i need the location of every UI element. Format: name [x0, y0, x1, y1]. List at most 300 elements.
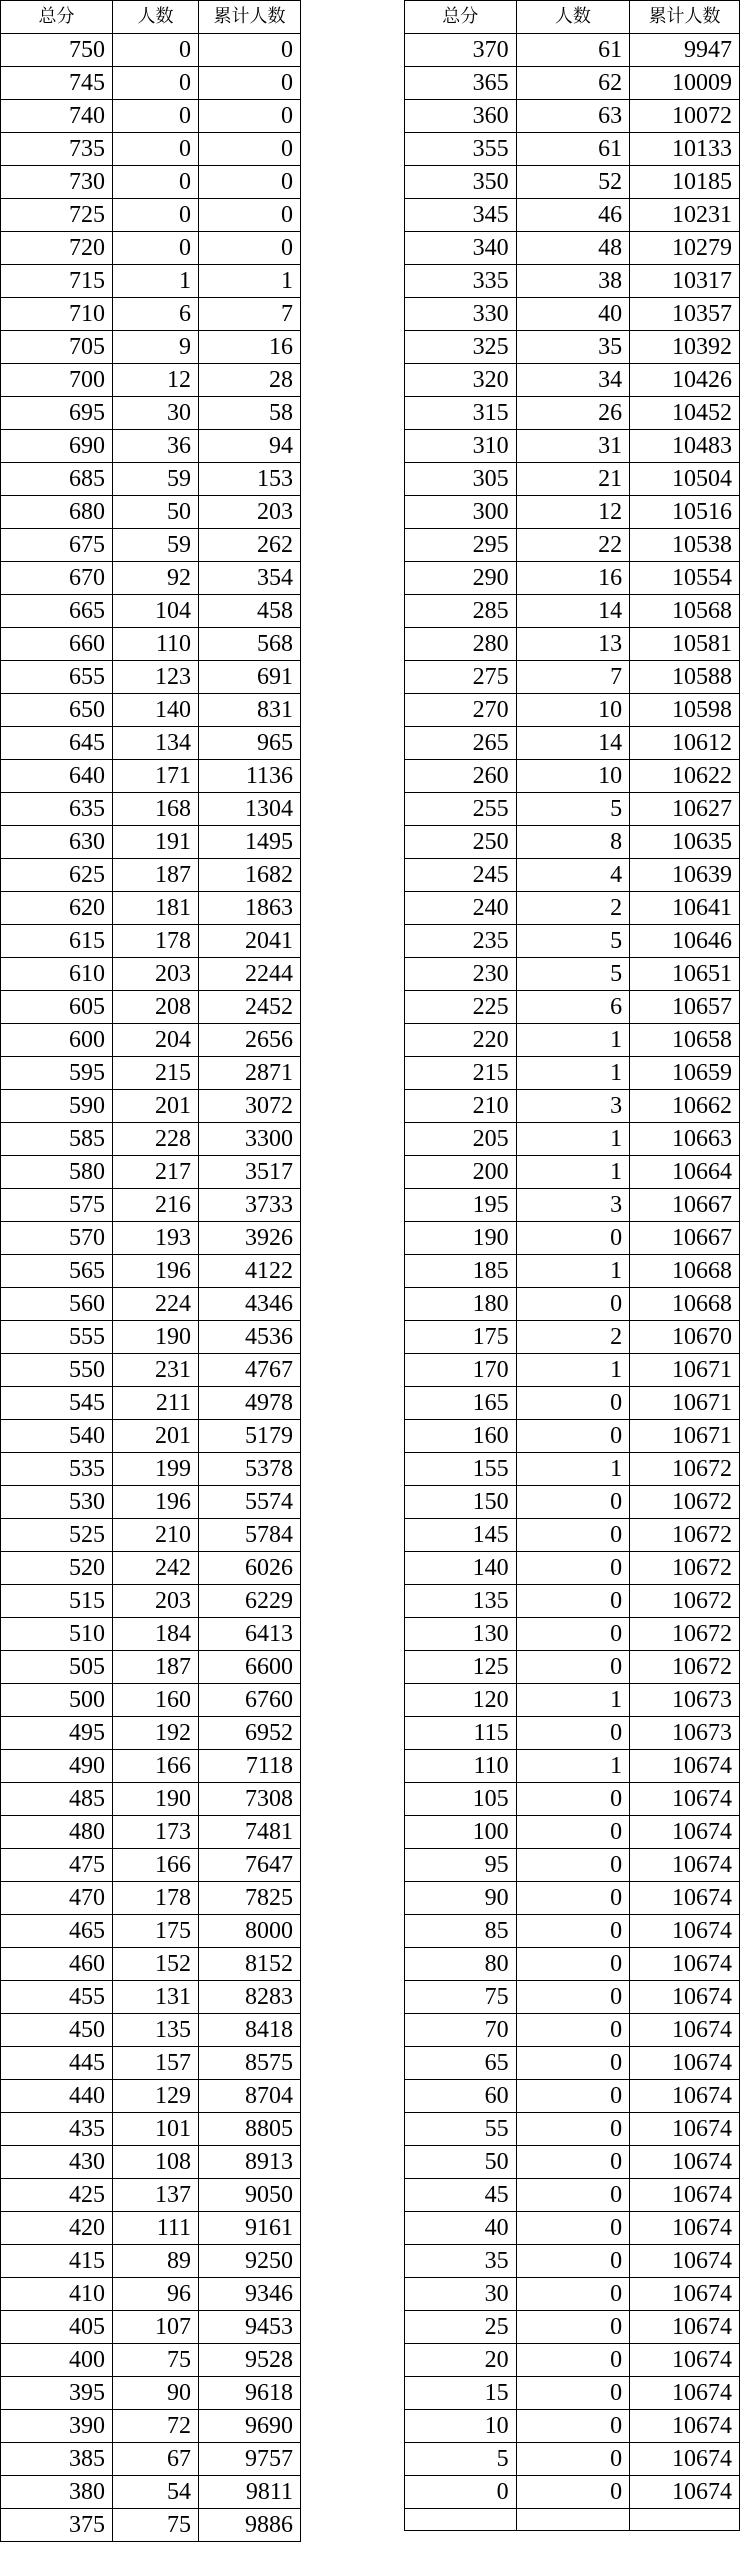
cumulative-cell: 262 [199, 529, 301, 562]
count-cell: 13 [516, 628, 630, 661]
count-cell: 173 [113, 1816, 199, 1849]
table-row [405, 1057, 740, 1090]
cumulative-cell: 1682 [199, 859, 301, 892]
cumulative-cell: 10185 [630, 166, 740, 199]
score-cell: 385 [1, 2443, 113, 2476]
table-row [1, 595, 301, 628]
count-cell: 0 [113, 199, 199, 232]
score-cell: 565 [1, 1255, 113, 1288]
score-cell: 90 [405, 1882, 517, 1915]
cumulative-cell: 10672 [630, 1651, 740, 1684]
table-row [405, 1024, 740, 1057]
score-cell: 515 [1, 1585, 113, 1618]
count-cell: 1 [516, 1156, 630, 1189]
table-row [405, 991, 740, 1024]
table-row [1, 1189, 301, 1222]
count-cell: 131 [113, 1981, 199, 2014]
count-cell: 242 [113, 1552, 199, 1585]
table-row [405, 1255, 740, 1288]
score-cell: 5 [405, 2443, 517, 2476]
score-cell: 120 [405, 1684, 517, 1717]
count-cell: 0 [516, 2443, 630, 2476]
cumulative-cell: 203 [199, 496, 301, 529]
count-cell: 168 [113, 793, 199, 826]
count-cell: 0 [113, 133, 199, 166]
score-cell: 620 [1, 892, 113, 925]
cumulative-cell: 10426 [630, 364, 740, 397]
count-cell: 231 [113, 1354, 199, 1387]
cumulative-cell: 10674 [630, 1981, 740, 2014]
table-row [1, 1849, 301, 1882]
score-cell: 235 [405, 925, 517, 958]
score-cell: 35 [405, 2245, 517, 2278]
table-row [1, 265, 301, 298]
table-row [1, 1057, 301, 1090]
count-cell: 160 [113, 1684, 199, 1717]
count-cell: 0 [516, 1222, 630, 1255]
cumulative-cell: 1495 [199, 826, 301, 859]
count-cell: 34 [516, 364, 630, 397]
score-cell: 695 [1, 397, 113, 430]
table-row [405, 925, 740, 958]
table-row [405, 1849, 740, 1882]
count-cell: 4 [516, 859, 630, 892]
table-row [405, 1519, 740, 1552]
table-row [405, 595, 740, 628]
count-cell: 199 [113, 1453, 199, 1486]
table-row [1, 463, 301, 496]
score-cell: 150 [405, 1486, 517, 1519]
cumulative-cell: 10667 [630, 1222, 740, 1255]
cumulative-cell: 10674 [630, 2311, 740, 2344]
cumulative-cell: 8418 [199, 2014, 301, 2047]
cumulative-cell: 4122 [199, 1255, 301, 1288]
score-cell: 85 [405, 1915, 517, 1948]
score-cell: 240 [405, 892, 517, 925]
header-row [1, 1, 301, 34]
table-row [1, 1783, 301, 1816]
count-cell: 0 [516, 1651, 630, 1684]
cumulative-cell: 10641 [630, 892, 740, 925]
score-cell: 585 [1, 1123, 113, 1156]
count-cell: 0 [516, 1288, 630, 1321]
table-row [1, 2443, 301, 2476]
score-cell: 405 [1, 2311, 113, 2344]
table-row [1, 1222, 301, 1255]
table-row [405, 2146, 740, 2179]
count-cell: 0 [516, 1420, 630, 1453]
cumulative-cell: 10673 [630, 1717, 740, 1750]
table-row [1, 397, 301, 430]
cumulative-cell: 965 [199, 727, 301, 760]
table-row [1, 2377, 301, 2410]
table-row [405, 793, 740, 826]
count-cell: 48 [516, 232, 630, 265]
table-row [1, 925, 301, 958]
count-cell: 16 [516, 562, 630, 595]
score-cell: 395 [1, 2377, 113, 2410]
count-cell: 123 [113, 661, 199, 694]
score-cell: 245 [405, 859, 517, 892]
count-cell: 192 [113, 1717, 199, 1750]
cumulative-cell: 10674 [630, 2047, 740, 2080]
table-row [1, 2047, 301, 2080]
count-cell: 129 [113, 2080, 199, 2113]
count-cell: 196 [113, 1255, 199, 1288]
table-row [405, 760, 740, 793]
table-row [1, 628, 301, 661]
score-cell: 290 [405, 562, 517, 595]
count-cell: 211 [113, 1387, 199, 1420]
count-cell: 0 [113, 34, 199, 67]
table-row [405, 1882, 740, 1915]
score-cell: 475 [1, 1849, 113, 1882]
table-row [405, 1684, 740, 1717]
count-cell: 166 [113, 1750, 199, 1783]
score-cell: 25 [405, 2311, 517, 2344]
table-row [1, 496, 301, 529]
score-cell: 60 [405, 2080, 517, 2113]
table-row [1, 2311, 301, 2344]
cumulative-cell: 10627 [630, 793, 740, 826]
count-cell: 201 [113, 1420, 199, 1453]
table-row [405, 661, 740, 694]
score-cell: 310 [405, 430, 517, 463]
table-row [1, 2113, 301, 2146]
score-cell: 320 [405, 364, 517, 397]
table-row [1, 727, 301, 760]
cumulative-cell: 94 [199, 430, 301, 463]
empty-cell [630, 2509, 740, 2531]
table-row [1, 1255, 301, 1288]
cumulative-cell: 10452 [630, 397, 740, 430]
table-row [405, 1354, 740, 1387]
count-cell: 190 [113, 1321, 199, 1354]
score-cell: 630 [1, 826, 113, 859]
score-cell: 540 [1, 1420, 113, 1453]
cumulative-cell: 6229 [199, 1585, 301, 1618]
score-cell: 730 [1, 166, 113, 199]
cumulative-cell: 3517 [199, 1156, 301, 1189]
table-row [1, 826, 301, 859]
cumulative-cell: 10674 [630, 2014, 740, 2047]
table-row [405, 826, 740, 859]
score-cell: 435 [1, 2113, 113, 2146]
score-cell: 10 [405, 2410, 517, 2443]
cumulative-cell: 10674 [630, 2179, 740, 2212]
cumulative-cell: 10581 [630, 628, 740, 661]
score-cell: 455 [1, 1981, 113, 2014]
count-cell: 59 [113, 463, 199, 496]
count-header: 人数 [113, 1, 199, 34]
count-cell: 178 [113, 925, 199, 958]
table-row [405, 2410, 740, 2443]
table-row [405, 2377, 740, 2410]
table-row [1, 1717, 301, 1750]
score-cell: 670 [1, 562, 113, 595]
table-row [405, 1585, 740, 1618]
score-cell: 225 [405, 991, 517, 1024]
cumulative-cell: 9161 [199, 2212, 301, 2245]
table-row [1, 991, 301, 1024]
score-cell: 330 [405, 298, 517, 331]
count-cell: 0 [516, 1849, 630, 1882]
cumulative-cell: 28 [199, 364, 301, 397]
score-cell: 205 [405, 1123, 517, 1156]
table-row [405, 1552, 740, 1585]
count-cell: 72 [113, 2410, 199, 2443]
score-cell: 20 [405, 2344, 517, 2377]
count-cell: 208 [113, 991, 199, 1024]
cumulative-cell: 7825 [199, 1882, 301, 1915]
count-cell: 35 [516, 331, 630, 364]
count-cell: 217 [113, 1156, 199, 1189]
count-cell: 0 [516, 1552, 630, 1585]
count-cell: 50 [113, 496, 199, 529]
count-cell: 152 [113, 1948, 199, 1981]
cumulative-cell: 2452 [199, 991, 301, 1024]
count-cell: 9 [113, 331, 199, 364]
count-cell: 10 [516, 760, 630, 793]
header-row [405, 1, 740, 34]
cumulative-cell: 9453 [199, 2311, 301, 2344]
table-row [1, 2014, 301, 2047]
score-cell: 650 [1, 694, 113, 727]
table-row [405, 694, 740, 727]
cumulative-cell: 6952 [199, 1717, 301, 1750]
table-row [405, 892, 740, 925]
score-cell: 220 [405, 1024, 517, 1057]
table-row [405, 34, 740, 67]
table-row [405, 727, 740, 760]
score-cell: 390 [1, 2410, 113, 2443]
score-cell: 575 [1, 1189, 113, 1222]
cumulative-cell: 2656 [199, 1024, 301, 1057]
score-cell: 180 [405, 1288, 517, 1321]
table-row [1, 1519, 301, 1552]
cumulative-cell: 9346 [199, 2278, 301, 2311]
count-cell: 12 [113, 364, 199, 397]
score-cell: 485 [1, 1783, 113, 1816]
score-cell: 200 [405, 1156, 517, 1189]
score-cell: 50 [405, 2146, 517, 2179]
table-row [1, 2344, 301, 2377]
score-cell: 445 [1, 2047, 113, 2080]
score-cell: 250 [405, 826, 517, 859]
cumulative-cell: 9250 [199, 2245, 301, 2278]
cumulative-cell: 4346 [199, 1288, 301, 1321]
cumulative-cell: 10646 [630, 925, 740, 958]
table-row [405, 1717, 740, 1750]
cumulative-cell: 8704 [199, 2080, 301, 2113]
score-cell: 530 [1, 1486, 113, 1519]
score-cell: 265 [405, 727, 517, 760]
cumulative-cell: 10483 [630, 430, 740, 463]
score-cell: 195 [405, 1189, 517, 1222]
table-row [1, 166, 301, 199]
cumulative-cell: 2244 [199, 958, 301, 991]
cumulative-cell: 5378 [199, 1453, 301, 1486]
cumulative-cell: 10568 [630, 595, 740, 628]
count-cell: 10 [516, 694, 630, 727]
count-cell: 0 [516, 2113, 630, 2146]
table-row [405, 364, 740, 397]
score-cell: 165 [405, 1387, 517, 1420]
cumulative-cell: 4536 [199, 1321, 301, 1354]
score-cell: 45 [405, 2179, 517, 2212]
table-row [405, 1915, 740, 1948]
cumulative-cell: 2871 [199, 1057, 301, 1090]
cumulative-cell: 0 [199, 100, 301, 133]
count-cell: 175 [113, 1915, 199, 1948]
count-cell: 12 [516, 496, 630, 529]
table-row [1, 1651, 301, 1684]
count-cell: 228 [113, 1123, 199, 1156]
score-cell: 450 [1, 2014, 113, 2047]
count-cell: 1 [516, 1123, 630, 1156]
table-row [1, 1750, 301, 1783]
score-cell: 375 [1, 2509, 113, 2542]
cumulative-cell: 10674 [630, 2278, 740, 2311]
cumulative-cell: 1863 [199, 892, 301, 925]
cumulative-cell: 8152 [199, 1948, 301, 1981]
table-row [405, 166, 740, 199]
count-header: 人数 [516, 1, 630, 34]
cumulative-cell: 3926 [199, 1222, 301, 1255]
score-cell: 610 [1, 958, 113, 991]
score-cell: 275 [405, 661, 517, 694]
count-cell: 184 [113, 1618, 199, 1651]
cumulative-cell: 10231 [630, 199, 740, 232]
cumulative-cell: 9947 [630, 34, 740, 67]
table-row [1, 100, 301, 133]
table-row [1, 2179, 301, 2212]
table-row [1, 1420, 301, 1453]
count-cell: 1 [516, 1750, 630, 1783]
score-cell: 750 [1, 34, 113, 67]
count-cell: 0 [516, 2080, 630, 2113]
table-row [405, 529, 740, 562]
table-row [405, 1123, 740, 1156]
score-header: 总分 [405, 1, 517, 34]
cumulative-cell: 10657 [630, 991, 740, 1024]
score-cell: 285 [405, 595, 517, 628]
score-cell: 260 [405, 760, 517, 793]
score-cell: 425 [1, 2179, 113, 2212]
count-cell: 187 [113, 1651, 199, 1684]
count-cell: 134 [113, 727, 199, 760]
cumulative-cell: 3072 [199, 1090, 301, 1123]
table-row [1, 1816, 301, 1849]
cumulative-cell: 10671 [630, 1387, 740, 1420]
table-row [1, 232, 301, 265]
score-cell: 605 [1, 991, 113, 1024]
score-cell: 215 [405, 1057, 517, 1090]
count-cell: 0 [516, 2410, 630, 2443]
score-cell: 130 [405, 1618, 517, 1651]
cumulative-cell: 10658 [630, 1024, 740, 1057]
score-cell: 720 [1, 232, 113, 265]
count-cell: 215 [113, 1057, 199, 1090]
score-cell: 415 [1, 2245, 113, 2278]
count-cell: 0 [516, 2212, 630, 2245]
count-cell: 140 [113, 694, 199, 727]
count-cell: 0 [516, 2377, 630, 2410]
cumulative-cell: 10664 [630, 1156, 740, 1189]
cumulative-cell: 10538 [630, 529, 740, 562]
score-cell: 110 [405, 1750, 517, 1783]
score-cell: 155 [405, 1453, 517, 1486]
cumulative-cell: 10673 [630, 1684, 740, 1717]
score-cell: 480 [1, 1816, 113, 1849]
table-row [405, 331, 740, 364]
table-row [1, 1981, 301, 2014]
cumulative-cell: 9811 [199, 2476, 301, 2509]
score-cell: 510 [1, 1618, 113, 1651]
cumulative-cell: 5784 [199, 1519, 301, 1552]
table-row [1, 1354, 301, 1387]
score-cell: 70 [405, 2014, 517, 2047]
table-row [405, 1486, 740, 1519]
count-cell: 0 [516, 1717, 630, 1750]
table-row [1, 2212, 301, 2245]
table-row [1, 1288, 301, 1321]
cumulative-cell: 10516 [630, 496, 740, 529]
count-cell: 1 [516, 1255, 630, 1288]
cumulative-cell: 10672 [630, 1552, 740, 1585]
count-cell: 110 [113, 628, 199, 661]
count-cell: 104 [113, 595, 199, 628]
score-cell: 140 [405, 1552, 517, 1585]
cumulative-cell: 4978 [199, 1387, 301, 1420]
table-row [405, 2113, 740, 2146]
cumulative-cell: 10651 [630, 958, 740, 991]
table-row [1, 859, 301, 892]
cumulative-cell: 10672 [630, 1486, 740, 1519]
table-row [1, 1882, 301, 1915]
table-row [405, 2047, 740, 2080]
table-row [405, 232, 740, 265]
count-cell: 137 [113, 2179, 199, 2212]
cumulative-cell: 7 [199, 298, 301, 331]
cumulative-cell: 7481 [199, 1816, 301, 1849]
score-cell: 145 [405, 1519, 517, 1552]
cumulative-cell: 3733 [199, 1189, 301, 1222]
cumulative-cell: 568 [199, 628, 301, 661]
count-cell: 0 [516, 1981, 630, 2014]
score-cell: 615 [1, 925, 113, 958]
score-cell: 440 [1, 2080, 113, 2113]
score-cell: 95 [405, 1849, 517, 1882]
score-cell: 490 [1, 1750, 113, 1783]
table-row [405, 2179, 740, 2212]
table-row [1, 1156, 301, 1189]
score-cell: 595 [1, 1057, 113, 1090]
cumulative-cell: 2041 [199, 925, 301, 958]
table-row [1, 1024, 301, 1057]
score-cell: 715 [1, 265, 113, 298]
table-row [405, 298, 740, 331]
cumulative-cell: 10672 [630, 1585, 740, 1618]
table-row [405, 2476, 740, 2509]
cumulative-cell: 10674 [630, 2146, 740, 2179]
table-row [1, 529, 301, 562]
table-row [405, 1420, 740, 1453]
empty-row [405, 2509, 740, 2531]
cumulative-cell: 0 [199, 166, 301, 199]
table-row [1, 793, 301, 826]
score-cell: 325 [405, 331, 517, 364]
